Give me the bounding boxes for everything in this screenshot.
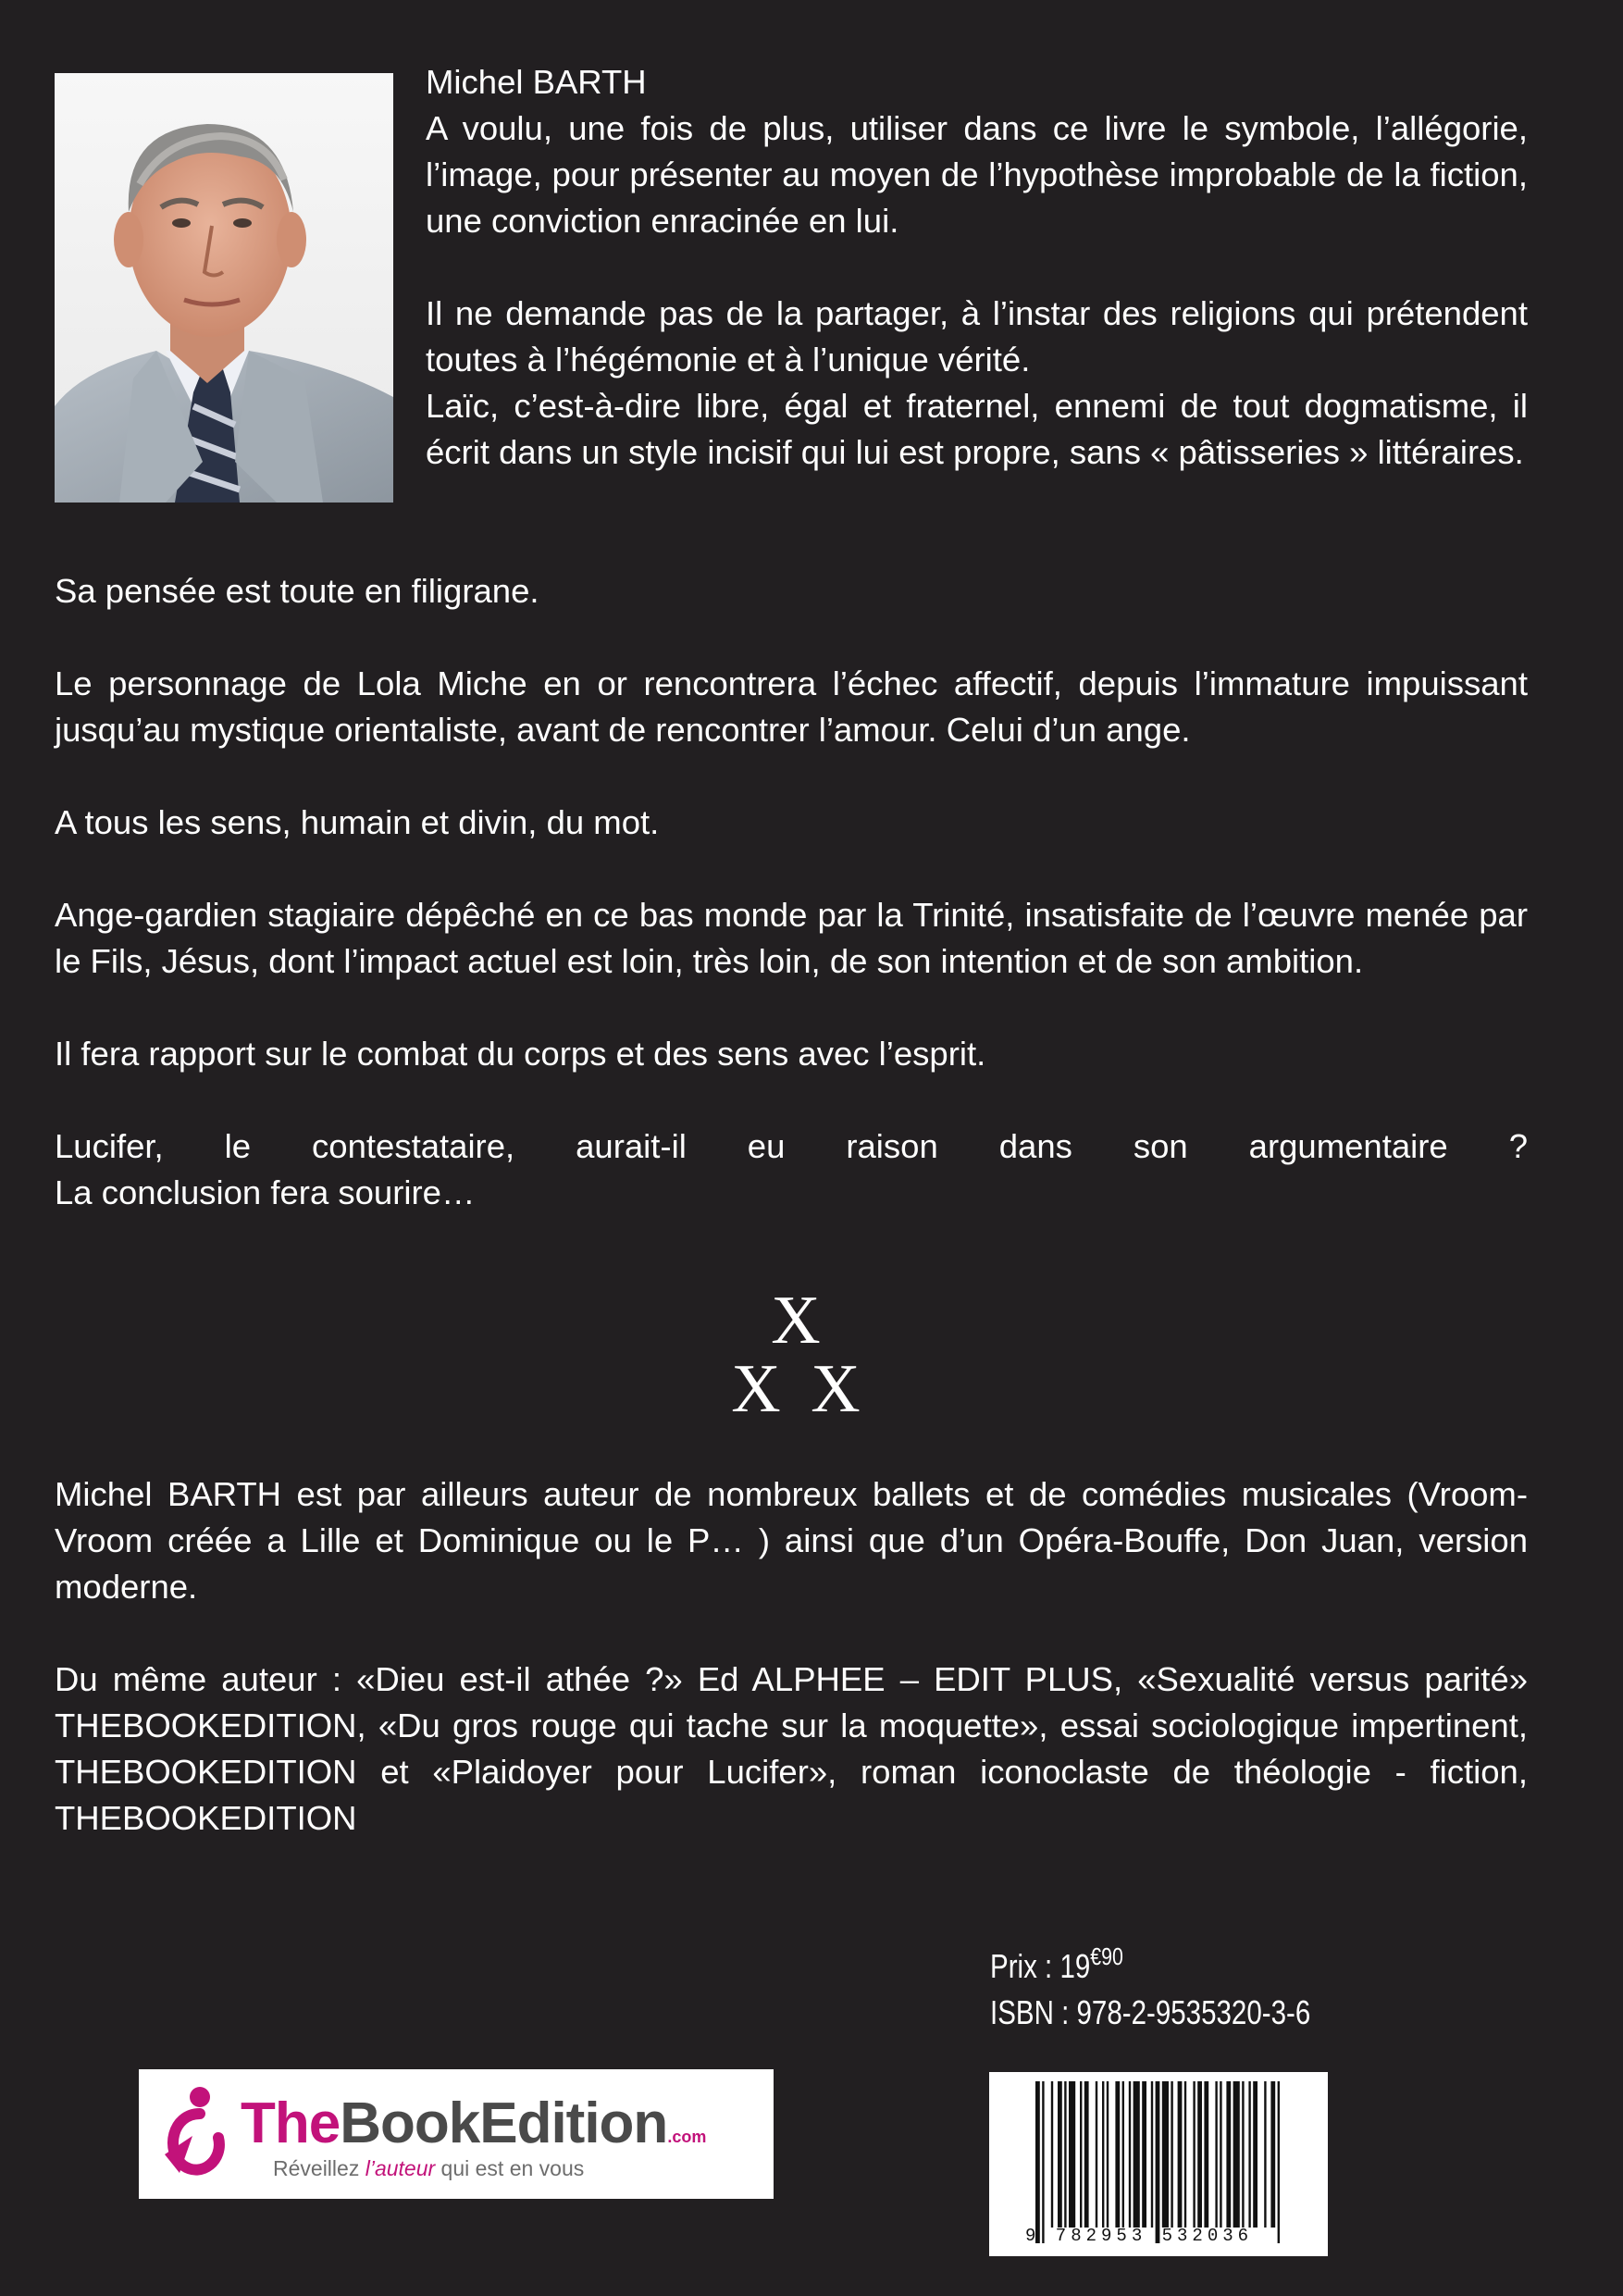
barcode-bar — [1242, 2081, 1244, 2228]
barcode-digits: 9 782953 532036 — [1025, 2226, 1254, 2246]
barcode-bar — [1134, 2081, 1140, 2228]
barcode-bar — [1080, 2081, 1082, 2228]
price-label: Prix : 19 — [990, 1947, 1091, 1985]
author-name: Michel BARTH — [426, 63, 647, 101]
barcode-bar — [1069, 2081, 1075, 2228]
ornament-top: X — [771, 1283, 821, 1359]
logo-brand-suffix: .com — [667, 2128, 707, 2146]
barcode-bar — [1084, 2081, 1089, 2228]
barcode-bar — [1129, 2081, 1131, 2228]
author-intro — [426, 59, 1528, 522]
barcode-bar — [1156, 2081, 1160, 2243]
barcode-bar — [1197, 2081, 1202, 2228]
price-cents: 90 — [1101, 1942, 1123, 1970]
synopsis-paragraph-3: A tous les sens, humain et divin, du mot. — [55, 803, 660, 841]
barcode-bar — [1178, 2081, 1183, 2228]
works-paragraph-1: Michel BARTH est par ailleurs auteur de nombreux ballets et de comédies musicales (Vroom-Vroom créée a Lille et Dominique ou le P… ) ainsi que d’un Opéra-Bouffe, Don Juan, version moderne. — [55, 1475, 1528, 1606]
barcode-bar — [1051, 2081, 1053, 2228]
synopsis-paragraph-2: Le personnage de Lola Miche en or rencontrera l’échec affectif, depuis l’immature impuissant jusqu’au mystique orientaliste, avant de rencontrer l’amour. Celui d’un ange. — [55, 664, 1528, 749]
ornament-bottom: X X — [731, 1351, 861, 1427]
barcode-bar — [1058, 2081, 1062, 2228]
author-works — [55, 1471, 1528, 1888]
synopsis-paragraph-5: Il fera rapport sur le combat du corps et des sens avec l’esprit. — [55, 1035, 986, 1073]
tagline-start: Réveillez — [273, 2156, 365, 2180]
barcode-bar — [1270, 2081, 1275, 2228]
author-portrait-image — [55, 73, 393, 503]
barcode-bar — [1226, 2081, 1231, 2228]
price-block — [990, 1943, 1310, 2036]
intro-paragraph-3: Laïc, c’est-à-dire libre, égal et fraternel, ennemi de tout dogmatisme, il écrit dans un style incisif qui lui est propre, sans « pâtisseries » littéraires. — [426, 387, 1528, 471]
barcode-bar — [1253, 2081, 1258, 2228]
barcode-bar — [1122, 2081, 1124, 2228]
logo-tagline — [273, 2156, 584, 2181]
tagline-end: qui est en vous — [435, 2156, 585, 2180]
barcode-bar — [1264, 2081, 1266, 2228]
barcode-bar — [1278, 2081, 1280, 2243]
barcode-bar — [1162, 2081, 1169, 2228]
barcode-bar — [1107, 2081, 1109, 2228]
barcode-bar — [1204, 2081, 1208, 2228]
barcode-bar — [1115, 2081, 1120, 2228]
publisher-logo — [139, 2069, 774, 2199]
price-currency: € — [1090, 1942, 1102, 1970]
logo-brand-edition: Edition — [479, 2091, 668, 2155]
barcode-bar — [1171, 2081, 1172, 2228]
barcode-bar — [1248, 2081, 1250, 2228]
synopsis — [55, 568, 1528, 1262]
barcode-bar — [1142, 2081, 1146, 2228]
barcode-bar — [1151, 2081, 1153, 2228]
logo-brand-book: Book — [340, 2091, 480, 2155]
works-paragraph-2: Du même auteur : «Dieu est-il athée ?» Ed ALPHEE – EDIT PLUS, «Sexualité versus parité» THEBOOKEDITION, «Du gros rouge qui tache sur la moquette», essai sociologique impertinent, THEBOOKEDITION et «Plaidoyer pour Lucifer», roman iconoclaste de théologie - fiction, THEBOOKEDITION — [55, 1660, 1528, 1837]
barcode-bar — [1042, 2081, 1044, 2243]
barcode-bar — [1215, 2081, 1217, 2228]
intro-paragraph: A voulu, une fois de plus, utiliser dans ce livre le symbole, l’allégorie, l’image, pour présenter au moyen de l’hypothèse improbable de la fiction, une conviction enracinée en lui. — [426, 109, 1528, 240]
barcode-bar — [1184, 2081, 1186, 2228]
intro-paragraph-2: Il ne demande pas de la partager, à l’instar des religions qui prétendent toutes à l’hégémonie et à l’unique vérité. — [426, 294, 1528, 379]
barcode-bar — [1064, 2081, 1066, 2228]
tagline-accent: l’auteur — [365, 2156, 436, 2180]
synopsis-paragraph-6b: La conclusion fera sourire… — [55, 1173, 476, 1211]
isbn: ISBN : 978-2-9535320-3-6 — [990, 1993, 1311, 2031]
price — [990, 1943, 1310, 1990]
logo-brand — [241, 2091, 707, 2166]
author-photo — [55, 73, 393, 503]
synopsis-paragraph-6a: Lucifer, le contestataire, aurait-il eu raison dans son argumentaire ? — [55, 1127, 1528, 1165]
barcode-bar — [1220, 2081, 1221, 2228]
barcode-bar — [1233, 2081, 1240, 2228]
section-ornament — [703, 1283, 888, 1427]
person-logo-icon — [139, 2069, 241, 2199]
barcode-bar — [1193, 2081, 1195, 2228]
barcode-bar — [1096, 2081, 1097, 2228]
synopsis-paragraph-4: Ange-gardien stagiaire dépêché en ce bas monde par la Trinité, insatisfaite de l’œuvre menée par le Fils, Jésus, dont l’impact actuel est loin, très loin, de son intention et de son ambition. — [55, 896, 1528, 980]
barcode-bar — [1035, 2081, 1040, 2243]
synopsis-paragraph-1: Sa pensée est toute en filigrane. — [55, 572, 539, 610]
barcode-bar — [1102, 2081, 1104, 2228]
logo-brand-the: The — [241, 2091, 341, 2155]
